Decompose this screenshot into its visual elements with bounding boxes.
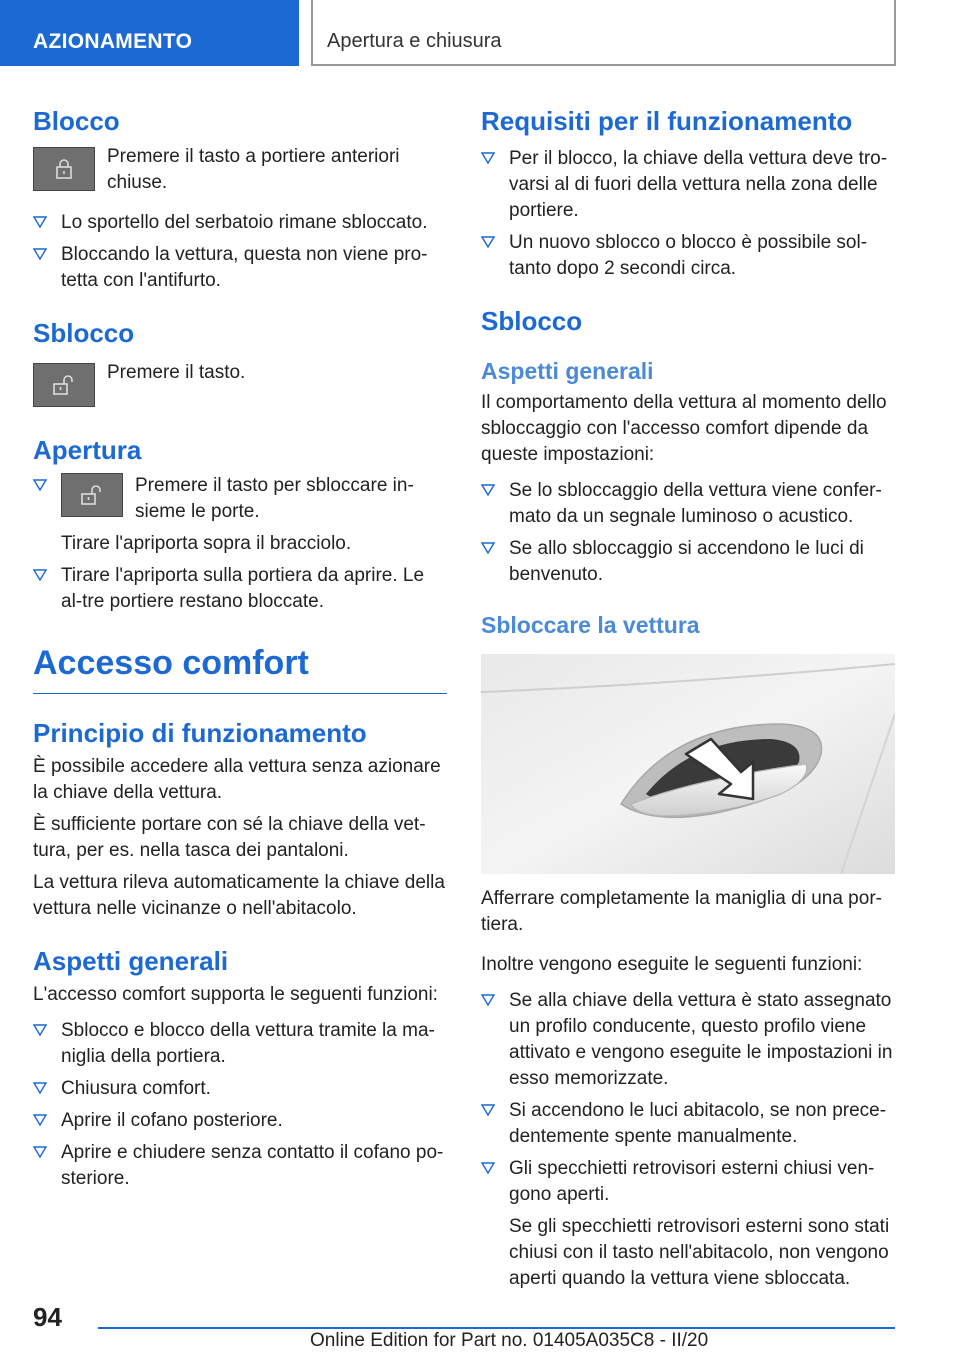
list-item: Per il blocco, la chiave della vettura deve tro-varsi al di fuori della vettura nella zona delle portiere. — [481, 146, 895, 224]
door-handle-photo — [481, 654, 895, 874]
list-item: Un nuovo sblocco o blocco è possibile sol-tanto dopo 2 secondi circa. — [481, 230, 895, 282]
aspetti-list — [33, 1018, 447, 1192]
heading-requisiti: Requisiti per il funzionamento — [481, 106, 853, 136]
bullet-triangle-icon — [33, 247, 47, 261]
bullet-triangle-icon — [481, 1161, 495, 1175]
principio-para-3: La vettura rileva automaticamente la chiave della vettura nelle vicinanze o nell'abitacolo. — [33, 872, 445, 919]
lock-icon — [53, 158, 75, 180]
blocco-instruction: Premere il tasto a portiere anteriori chiuse. — [107, 146, 400, 193]
principio-para-2: È sufficiente portare con sé la chiave della vet-tura, per es. nella tasca dei pantaloni. — [33, 814, 426, 861]
heading-aspetti-generali: Aspetti generali — [33, 946, 229, 976]
list-item: Se alla chiave della vettura è stato assegnato un profilo conducente, questo profilo viene attivato e vengono eseguite le impostazioni in esso memorizzate. — [481, 988, 895, 1092]
left-column — [33, 100, 447, 1192]
sbloccare-list — [481, 988, 895, 1292]
unlock-icon — [79, 484, 105, 506]
heading-sblocco: Sblocco — [33, 318, 135, 348]
aspetti-right-intro: Il comportamento della vettura al momento dello sbloccaggio con l'accesso comfort dipende da queste impostazioni: — [481, 392, 887, 465]
list-item: Gli specchietti retrovisori esterni chiusi ven-gono aperti. Se gli specchietti retrovisori esterni sono stati chiusi con il tasto nell'abitacolo, non vengono aperti quando la vettura viene sbloccata. — [481, 1156, 895, 1292]
heading-sbloccare: Sbloccare la vettura — [481, 612, 700, 638]
aspetti-right-list — [481, 478, 895, 588]
heading-principio: Principio di funzionamento — [33, 718, 367, 748]
heading-blocco: Blocco — [33, 106, 120, 136]
bullet-triangle-icon — [33, 1023, 47, 1037]
bullet-triangle-icon — [481, 1103, 495, 1117]
apertura-instruction: Premere il tasto per sbloccare in-sieme le porte. — [135, 475, 414, 522]
sblocco-button-row — [33, 360, 447, 407]
bullet-triangle-icon — [33, 1113, 47, 1127]
unlock-button — [33, 363, 95, 407]
bullet-triangle-icon — [481, 541, 495, 555]
footer-rule — [98, 1327, 895, 1329]
bullet-triangle-icon — [33, 1145, 47, 1159]
bullet-triangle-icon — [33, 478, 47, 492]
chapter-title: Apertura e chiusura — [327, 30, 502, 52]
right-column — [481, 100, 895, 1292]
unlock-button — [61, 473, 123, 517]
sbloccare-intro: Inoltre vengono eseguite le seguenti funzioni: — [481, 954, 863, 975]
sblocco-instruction: Premere il tasto. — [107, 362, 246, 383]
apertura-followup: Tirare l'apriporta sopra il bracciolo. — [61, 533, 352, 554]
list-item: Tirare l'apriporta sulla portiera da aprire. Le al-tre portiere restano bloccate. — [33, 563, 447, 615]
requisiti-list — [481, 146, 895, 282]
apertura-button-row — [61, 473, 447, 525]
list-item: Se lo sbloccaggio della vettura viene confer-mato da un segnale luminoso o acustico. — [481, 478, 895, 530]
blocco-list — [33, 210, 447, 294]
list-item: Sblocco e blocco della vettura tramite la ma-niglia della portiera. — [33, 1018, 447, 1070]
list-item: Aprire e chiudere senza contatto il cofano po-steriore. — [33, 1140, 447, 1192]
bullet-triangle-icon — [481, 235, 495, 249]
list-item: Lo sportello del serbatoio rimane sbloccato. — [33, 210, 447, 236]
bullet-triangle-icon — [481, 993, 495, 1007]
heading-apertura: Apertura — [33, 435, 142, 465]
apertura-list — [33, 473, 447, 615]
heading-aspetti-generali-right: Aspetti generali — [481, 358, 654, 384]
principio-para-1: È possibile accedere alla vettura senza azionare la chiave della vettura. — [33, 756, 441, 803]
page-header — [0, 0, 960, 66]
blocco-button-row — [33, 144, 447, 196]
list-item: Se allo sbloccaggio si accendono le luci di benvenuto. — [481, 536, 895, 588]
bullet-triangle-icon — [33, 568, 47, 582]
edition-note: Online Edition for Part no. 01405A035C8 - II/20 — [310, 1330, 709, 1351]
bullet-triangle-icon — [33, 215, 47, 229]
unlock-icon — [51, 374, 77, 396]
list-item: Aprire il cofano posteriore. — [33, 1108, 447, 1134]
list-item: Bloccando la vettura, questa non viene pro-tetta con l'antifurto. — [33, 242, 447, 294]
aspetti-intro: L'accesso comfort supporta le seguenti funzioni: — [33, 984, 438, 1005]
bullet-triangle-icon — [33, 1081, 47, 1095]
bullet-triangle-icon — [481, 151, 495, 165]
heading-accesso-comfort: Accesso comfort — [33, 641, 447, 694]
list-item: Si accendono le luci abitacolo, se non prece-dentemente spente manualmente. — [481, 1098, 895, 1150]
list-item — [33, 473, 447, 557]
sbloccare-caption: Afferrare completamente la maniglia di una por-tiera. — [481, 888, 882, 935]
list-item: Chiusura comfort. — [33, 1076, 447, 1102]
sbloccare-subnote: Se gli specchietti retrovisori esterni sono stati chiusi con il tasto nell'abitacolo, non vengono aperti quando la vettura viene sbloccata. — [509, 1216, 890, 1289]
lock-button — [33, 147, 95, 191]
section-tab[interactable]: AZIONAMENTO — [0, 0, 299, 66]
page-number: 94 — [33, 1302, 62, 1332]
heading-sblocco-right: Sblocco — [481, 306, 583, 336]
bullet-triangle-icon — [481, 483, 495, 497]
chapter-box — [311, 0, 896, 66]
